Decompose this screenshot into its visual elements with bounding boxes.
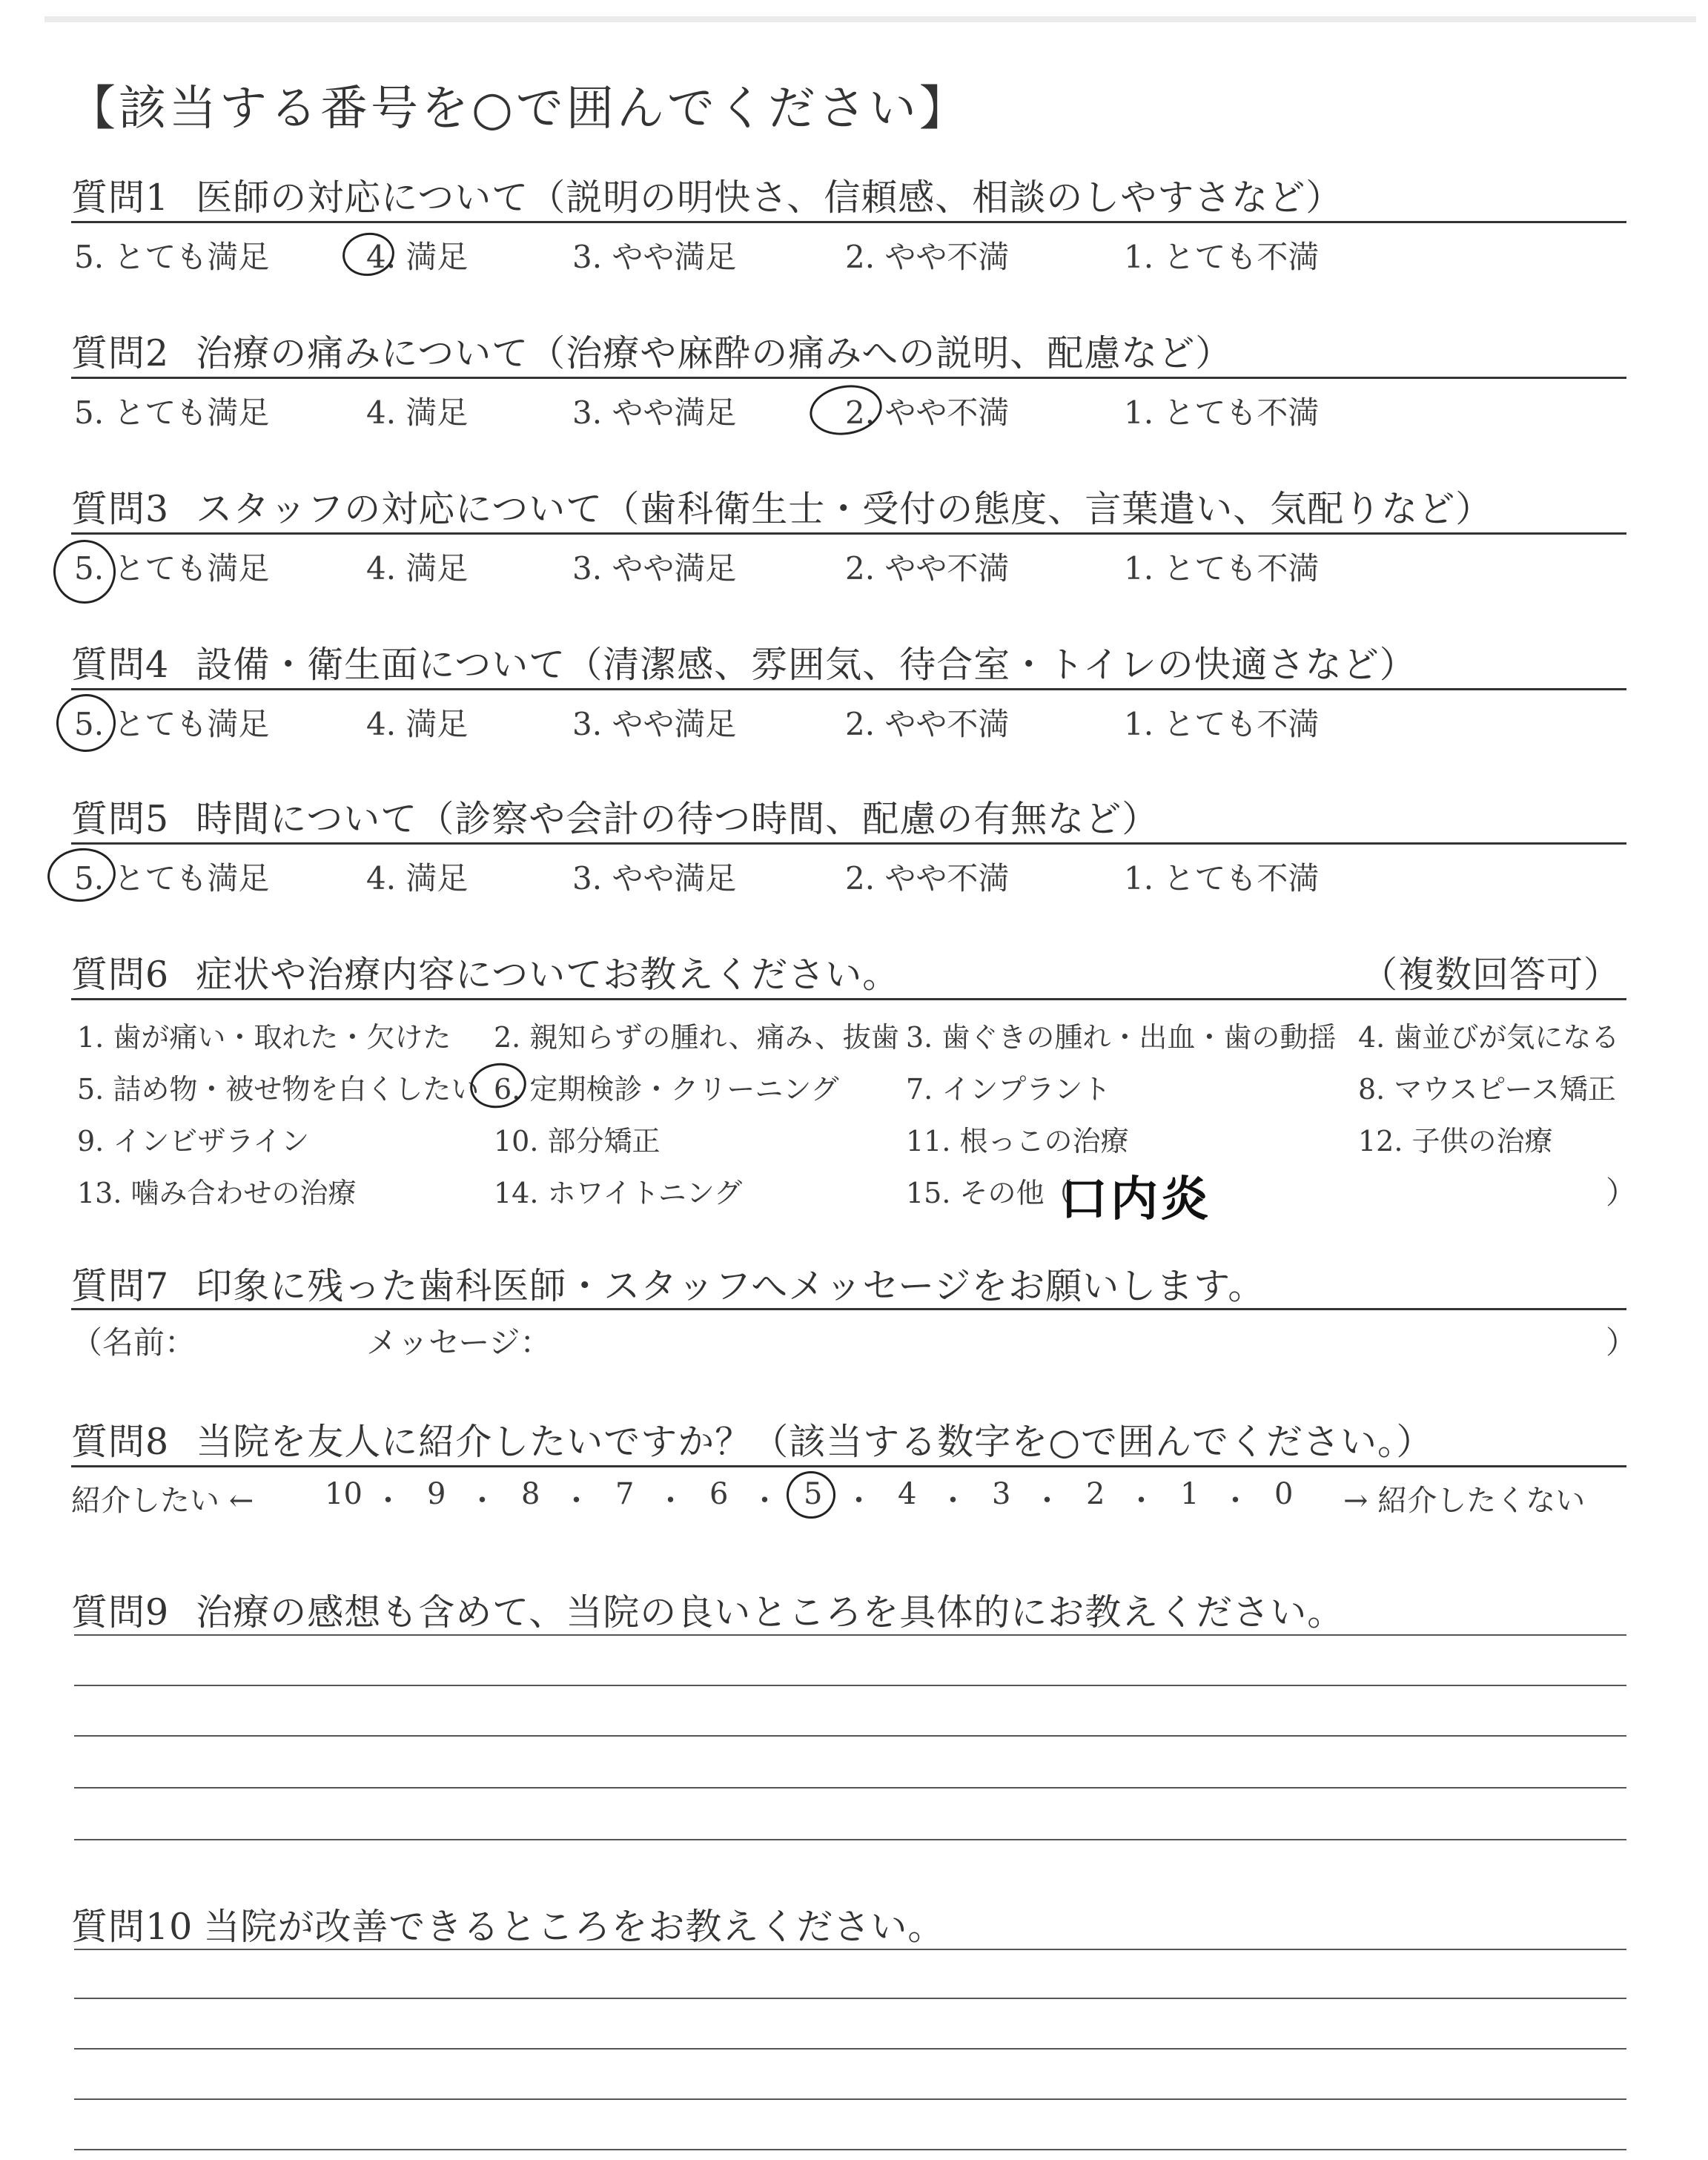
q6-item[interactable]: 2. 親知らずの腫れ、痛み、抜歯 [494, 1021, 899, 1054]
q4-option-1[interactable]: 1. とても不満 [1124, 706, 1320, 742]
answer-line[interactable] [74, 2098, 1626, 2100]
question-rule [71, 1308, 1626, 1310]
q1-option-2[interactable]: 2. やや不満 [845, 239, 1010, 275]
question-text: 症状や治療内容についてお教えください。 [196, 954, 900, 996]
answer-line[interactable] [74, 1735, 1626, 1737]
q6-other-handwritten-answer[interactable]: 口内炎 [1060, 1172, 1211, 1227]
q6-item[interactable]: 13. 噛み合わせの治療 [77, 1177, 357, 1209]
answer-line[interactable] [74, 1839, 1626, 1840]
question-text: 治療の感想も含めて、当院の良いところを具体的にお教えください。 [196, 1591, 1345, 1634]
question-text: 当院が改善できるところをお教えください。 [203, 1906, 945, 1948]
q3-option-3[interactable]: 3. やや満足 [572, 550, 737, 587]
q6-item[interactable]: 3. 歯ぐきの腫れ・出血・歯の動揺 [906, 1021, 1337, 1054]
answer-line[interactable] [74, 1685, 1626, 1686]
q4-option-3[interactable]: 3. やや満足 [572, 706, 737, 742]
q7-close-paren: ） [1606, 1324, 1638, 1361]
question-1 [71, 169, 1343, 221]
q2-option-2[interactable]: 2. やや不満 [845, 394, 1010, 431]
q8-number[interactable]: 0 [1274, 1477, 1294, 1511]
q8-selection-circle [787, 1471, 835, 1519]
q8-separator: ・ [1126, 1484, 1156, 1518]
question-number: 質問10 [71, 1906, 193, 1948]
question-rule [71, 532, 1626, 535]
q8-separator: ・ [1220, 1484, 1251, 1518]
q8-number[interactable]: 2 [1086, 1477, 1105, 1511]
q6-item[interactable]: 8. マウスピース矯正 [1358, 1073, 1616, 1106]
question-10 [71, 1898, 944, 1950]
page-header: 【該当する番号を○で囲んでください】 [68, 82, 970, 136]
q8-separator: ・ [561, 1484, 592, 1518]
q6-item[interactable]: 15. その他（ [906, 1177, 1073, 1209]
answer-line [74, 1949, 1626, 1950]
q5-option-5[interactable]: 5. とても満足 [74, 860, 270, 896]
q7-name-label: （名前： [71, 1324, 196, 1361]
q6-item[interactable]: 11. 根っこの治療 [906, 1125, 1129, 1157]
q6-item[interactable]: 14. ホワイトニング [494, 1177, 743, 1209]
q8-separator: ・ [467, 1484, 497, 1518]
q3-option-1[interactable]: 1. とても不満 [1124, 550, 1320, 587]
q6-item[interactable]: 5. 詰め物・被せ物を白くしたい [77, 1073, 480, 1106]
question-5 [71, 790, 1159, 842]
question-7 [71, 1258, 1265, 1309]
q8-separator: ・ [1032, 1484, 1062, 1518]
q8-number[interactable]: 7 [615, 1477, 635, 1511]
question-number: 質問6 [71, 954, 170, 996]
q3-option-4[interactable]: 4. 満足 [366, 550, 469, 587]
q8-number[interactable]: 9 [427, 1477, 446, 1511]
question-text: 当院を友人に紹介したいですか？（該当する数字を○で囲んでください。） [196, 1421, 1434, 1463]
q1-option-5[interactable]: 5. とても満足 [74, 239, 270, 275]
q7-message-label: メッセージ： [366, 1324, 552, 1361]
q3-option-2[interactable]: 2. やや不満 [845, 550, 1010, 587]
question-text: 設備・衛生面について（清潔感、雰囲気、待合室・トイレの快適さなど） [196, 644, 1417, 686]
q8-separator: ・ [938, 1484, 968, 1518]
q8-separator: ・ [655, 1484, 686, 1518]
q6-item[interactable]: 10. 部分矯正 [494, 1125, 661, 1157]
q4-option-4[interactable]: 4. 満足 [366, 706, 469, 742]
question-number: 質問8 [71, 1421, 170, 1463]
question-text: スタッフの対応について（歯科衛生士・受付の態度、言葉遣い、気配りなど） [196, 488, 1493, 530]
question-text: 時間について（診察や会計の待つ時間、配慮の有無など） [196, 798, 1159, 840]
answer-line[interactable] [74, 1787, 1626, 1789]
answer-line[interactable] [74, 2048, 1626, 2050]
question-number: 質問2 [71, 332, 170, 374]
question-9 [71, 1584, 1344, 1636]
question-4 [71, 636, 1417, 688]
q6-item[interactable]: 9. インビザライン [77, 1125, 310, 1157]
q8-left-label: 紹介したい ← [71, 1484, 254, 1518]
answer-line[interactable] [74, 1998, 1626, 1999]
q8-number[interactable]: 1 [1180, 1477, 1199, 1511]
q8-number[interactable]: 8 [521, 1477, 540, 1511]
q1-option-3[interactable]: 3. やや満足 [572, 239, 737, 275]
question-rule [71, 377, 1626, 379]
multiple-answer-note: （複数回答可） [1361, 954, 1621, 996]
question-rule [71, 1465, 1626, 1467]
question-rule [71, 221, 1626, 223]
question-2 [71, 325, 1232, 377]
question-number: 質問3 [71, 488, 170, 530]
question-6 [71, 946, 899, 998]
q8-number[interactable]: 6 [709, 1477, 729, 1511]
question-text: 治療の痛みについて（治療や麻酔の痛みへの説明、配慮など） [196, 332, 1233, 374]
q6-item[interactable]: 6. 定期検診・クリーニング [494, 1073, 839, 1106]
q2-option-5[interactable]: 5. とても満足 [74, 394, 270, 431]
q6-item[interactable]: 1. 歯が痛い・取れた・欠けた [77, 1021, 451, 1054]
q8-right-label: → 紹介したくない [1343, 1484, 1586, 1518]
q3-option-5[interactable]: 5. とても満足 [74, 550, 270, 587]
question-number: 質問7 [71, 1265, 170, 1307]
top-edge-line [44, 16, 1696, 22]
q8-number[interactable]: 10 [325, 1477, 363, 1511]
q6-item[interactable]: 12. 子供の治療 [1358, 1125, 1553, 1157]
question-number: 質問9 [71, 1591, 170, 1634]
q2-option-3[interactable]: 3. やや満足 [572, 394, 737, 431]
question-rule [71, 998, 1626, 1000]
q5-option-1[interactable]: 1. とても不満 [1124, 860, 1320, 896]
q8-separator: ・ [844, 1484, 874, 1518]
q5-option-4[interactable]: 4. 満足 [366, 860, 469, 896]
q6-other-close-paren: ） [1606, 1175, 1638, 1211]
q4-option-5[interactable]: 5. とても満足 [74, 706, 270, 742]
question-number: 質問1 [71, 176, 170, 219]
question-3 [71, 480, 1492, 532]
question-rule [71, 842, 1626, 845]
q5-option-2[interactable]: 2. やや不満 [845, 860, 1010, 896]
question-rule [71, 688, 1626, 690]
q4-option-2[interactable]: 2. やや不満 [845, 706, 1010, 742]
q5-option-3[interactable]: 3. やや満足 [572, 860, 737, 896]
q6-item[interactable]: 4. 歯並びが気になる [1358, 1021, 1620, 1054]
q2-option-1[interactable]: 1. とても不満 [1124, 394, 1320, 431]
q8-separator: ・ [749, 1484, 780, 1518]
q1-option-4[interactable]: 4. 満足 [366, 239, 469, 275]
question-number: 質問5 [71, 798, 170, 840]
question-text: 印象に残った歯科医師・スタッフへメッセージをお願いします。 [196, 1265, 1265, 1307]
q8-number[interactable]: 3 [992, 1477, 1011, 1511]
question-text: 医師の対応について（説明の明快さ、信頼感、相談のしやすさなど） [196, 176, 1343, 219]
q8-number[interactable]: 5 [804, 1477, 823, 1511]
q8-number[interactable]: 4 [898, 1477, 917, 1511]
question-8 [71, 1413, 1433, 1465]
q1-option-1[interactable]: 1. とても不満 [1124, 239, 1320, 275]
answer-line [74, 1634, 1626, 1636]
q8-separator: ・ [373, 1484, 403, 1518]
question-number: 質問4 [71, 644, 170, 686]
q6-item[interactable]: 7. インプラント [906, 1073, 1111, 1106]
answer-line[interactable] [74, 2149, 1626, 2150]
q2-option-4[interactable]: 4. 満足 [366, 394, 469, 431]
